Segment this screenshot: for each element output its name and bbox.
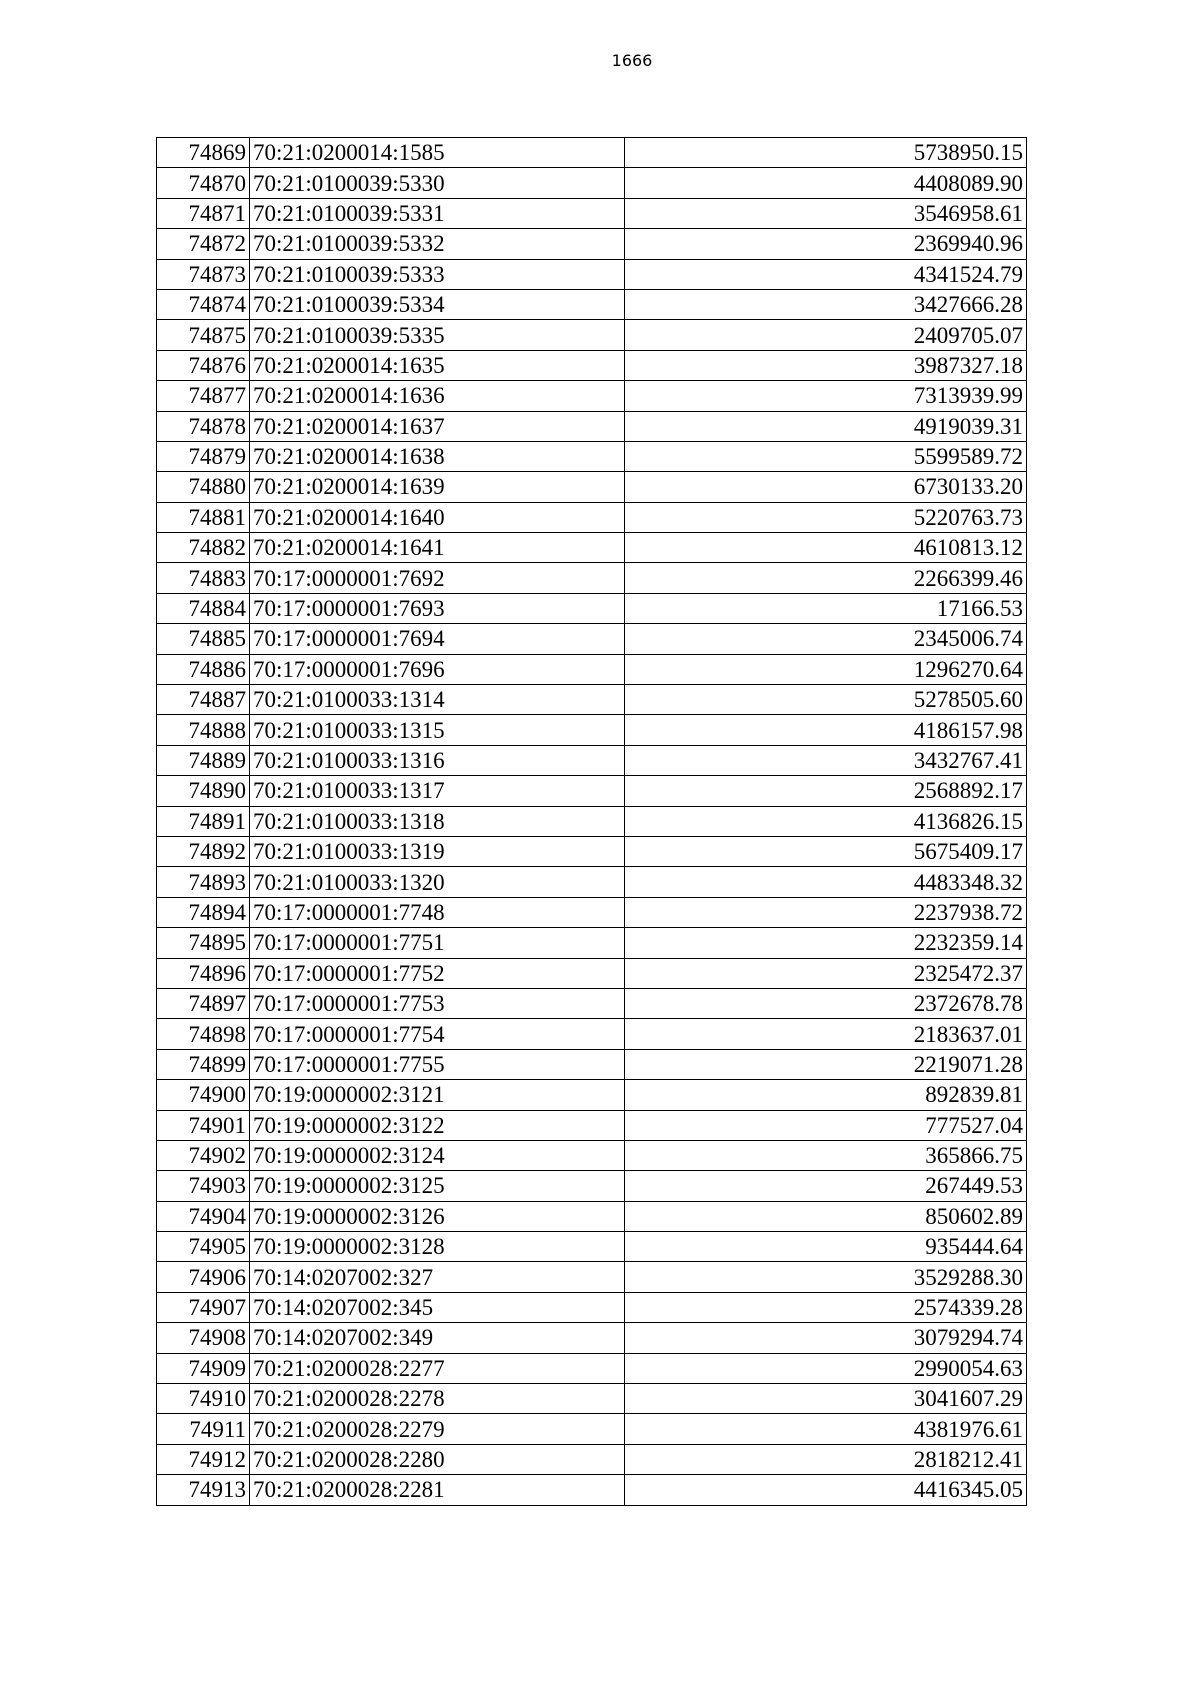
cadastral-number-cell: 70:21:0100033:1315 [250, 715, 625, 745]
table-row [157, 1384, 1027, 1414]
row-number-cell: 74870 [157, 168, 250, 198]
table-row [157, 715, 1027, 745]
cadastral-number-cell: 70:17:0000001:7754 [250, 1019, 625, 1049]
value-cell: 5278505.60 [625, 685, 1027, 715]
value-cell: 3529288.30 [625, 1262, 1027, 1292]
cadastral-number-cell: 70:17:0000001:7694 [250, 624, 625, 654]
table-row [157, 1080, 1027, 1110]
table-row [157, 1444, 1027, 1474]
cadastral-number-cell: 70:19:0000002:3128 [250, 1232, 625, 1262]
row-number-cell: 74880 [157, 472, 250, 502]
row-number-cell: 74909 [157, 1353, 250, 1383]
page-number: 1666 [611, 51, 653, 70]
table-row [157, 593, 1027, 623]
row-number-cell: 74872 [157, 229, 250, 259]
table-row [157, 1171, 1027, 1201]
cadastral-number-cell: 70:21:0100033:1319 [250, 836, 625, 866]
cadastral-number-cell: 70:21:0100033:1317 [250, 776, 625, 806]
row-number-cell: 74886 [157, 654, 250, 684]
row-number-cell: 74875 [157, 320, 250, 350]
cadastral-number-cell: 70:21:0100039:5331 [250, 198, 625, 228]
value-cell: 850602.89 [625, 1201, 1027, 1231]
table-row [157, 138, 1027, 168]
cadastral-number-cell: 70:19:0000002:3124 [250, 1140, 625, 1170]
table-row [157, 1262, 1027, 1292]
value-cell: 4186157.98 [625, 715, 1027, 745]
row-number-cell: 74882 [157, 533, 250, 563]
table-row [157, 1292, 1027, 1322]
table-row [157, 350, 1027, 380]
row-number-cell: 74871 [157, 198, 250, 228]
row-number-cell: 74892 [157, 836, 250, 866]
value-cell: 3987327.18 [625, 350, 1027, 380]
table-row [157, 320, 1027, 350]
cadastral-number-cell: 70:21:0200014:1640 [250, 502, 625, 532]
cadastral-number-cell: 70:17:0000001:7753 [250, 988, 625, 1018]
value-cell: 6730133.20 [625, 472, 1027, 502]
table-row [157, 1140, 1027, 1170]
table-row [157, 745, 1027, 775]
value-cell: 2345006.74 [625, 624, 1027, 654]
cadastral-number-cell: 70:19:0000002:3125 [250, 1171, 625, 1201]
cadastral-number-cell: 70:21:0100039:5330 [250, 168, 625, 198]
table-row [157, 411, 1027, 441]
table-row [157, 441, 1027, 471]
row-number-cell: 74873 [157, 259, 250, 289]
table-row [157, 928, 1027, 958]
value-cell: 5599589.72 [625, 441, 1027, 471]
value-cell: 2568892.17 [625, 776, 1027, 806]
table-row [157, 1475, 1027, 1505]
table-row [157, 776, 1027, 806]
table-row [157, 1353, 1027, 1383]
table-row [157, 1414, 1027, 1444]
cadastral-number-cell: 70:21:0200028:2280 [250, 1444, 625, 1474]
table-row [157, 168, 1027, 198]
value-cell: 2372678.78 [625, 988, 1027, 1018]
value-cell: 4919039.31 [625, 411, 1027, 441]
cadastral-number-cell: 70:21:0100039:5332 [250, 229, 625, 259]
cadastral-number-cell: 70:21:0200014:1636 [250, 381, 625, 411]
table-row [157, 867, 1027, 897]
value-cell: 4416345.05 [625, 1475, 1027, 1505]
table-row [157, 897, 1027, 927]
table-row [157, 381, 1027, 411]
value-cell: 2990054.63 [625, 1353, 1027, 1383]
row-number-cell: 74874 [157, 289, 250, 319]
table-row [157, 988, 1027, 1018]
value-cell: 2574339.28 [625, 1292, 1027, 1322]
row-number-cell: 74898 [157, 1019, 250, 1049]
value-cell: 2818212.41 [625, 1444, 1027, 1474]
row-number-cell: 74900 [157, 1080, 250, 1110]
table-row [157, 836, 1027, 866]
row-number-cell: 74904 [157, 1201, 250, 1231]
cadastral-number-cell: 70:17:0000001:7751 [250, 928, 625, 958]
row-number-cell: 74885 [157, 624, 250, 654]
table-row [157, 289, 1027, 319]
value-cell: 2183637.01 [625, 1019, 1027, 1049]
cadastral-number-cell: 70:19:0000002:3121 [250, 1080, 625, 1110]
value-cell: 2219071.28 [625, 1049, 1027, 1079]
row-number-cell: 74893 [157, 867, 250, 897]
value-cell: 892839.81 [625, 1080, 1027, 1110]
row-number-cell: 74876 [157, 350, 250, 380]
table-row [157, 1110, 1027, 1140]
row-number-cell: 74889 [157, 745, 250, 775]
row-number-cell: 74890 [157, 776, 250, 806]
cadastral-number-cell: 70:21:0100039:5334 [250, 289, 625, 319]
row-number-cell: 74883 [157, 563, 250, 593]
cadastral-number-cell: 70:21:0200028:2277 [250, 1353, 625, 1383]
row-number-cell: 74910 [157, 1384, 250, 1414]
table-row [157, 958, 1027, 988]
table-row [157, 563, 1027, 593]
row-number-cell: 74896 [157, 958, 250, 988]
value-cell: 267449.53 [625, 1171, 1027, 1201]
cadastral-number-cell: 70:21:0200014:1638 [250, 441, 625, 471]
row-number-cell: 74899 [157, 1049, 250, 1079]
row-number-cell: 74891 [157, 806, 250, 836]
cadastral-number-cell: 70:14:0207002:327 [250, 1262, 625, 1292]
value-cell: 4610813.12 [625, 533, 1027, 563]
value-cell: 935444.64 [625, 1232, 1027, 1262]
cadastral-number-cell: 70:14:0207002:345 [250, 1292, 625, 1322]
cadastral-number-cell: 70:17:0000001:7755 [250, 1049, 625, 1079]
table-row [157, 259, 1027, 289]
table-row [157, 654, 1027, 684]
value-cell: 3432767.41 [625, 745, 1027, 775]
cadastral-number-cell: 70:21:0200028:2281 [250, 1475, 625, 1505]
row-number-cell: 74881 [157, 502, 250, 532]
value-cell: 2232359.14 [625, 928, 1027, 958]
table-row [157, 472, 1027, 502]
table-row [157, 1232, 1027, 1262]
value-cell: 17166.53 [625, 593, 1027, 623]
table-body [157, 138, 1027, 1506]
cadastral-number-cell: 70:19:0000002:3126 [250, 1201, 625, 1231]
cadastral-number-cell: 70:17:0000001:7693 [250, 593, 625, 623]
table-row [157, 198, 1027, 228]
table-row [157, 806, 1027, 836]
cadastral-number-cell: 70:17:0000001:7748 [250, 897, 625, 927]
table-row [157, 1201, 1027, 1231]
value-cell: 3546958.61 [625, 198, 1027, 228]
row-number-cell: 74905 [157, 1232, 250, 1262]
value-cell: 1296270.64 [625, 654, 1027, 684]
cadastral-number-cell: 70:21:0200014:1637 [250, 411, 625, 441]
cadastral-number-cell: 70:19:0000002:3122 [250, 1110, 625, 1140]
row-number-cell: 74906 [157, 1262, 250, 1292]
value-cell: 3041607.29 [625, 1384, 1027, 1414]
row-number-cell: 74895 [157, 928, 250, 958]
value-cell: 7313939.99 [625, 381, 1027, 411]
value-cell: 4136826.15 [625, 806, 1027, 836]
cadastral-number-cell: 70:17:0000001:7696 [250, 654, 625, 684]
cadastral-number-cell: 70:21:0200014:1585 [250, 138, 625, 168]
data-table [156, 137, 1027, 1506]
row-number-cell: 74894 [157, 897, 250, 927]
cadastral-number-cell: 70:21:0200014:1641 [250, 533, 625, 563]
cadastral-number-cell: 70:17:0000001:7692 [250, 563, 625, 593]
cadastral-number-cell: 70:17:0000001:7752 [250, 958, 625, 988]
value-cell: 4341524.79 [625, 259, 1027, 289]
value-cell: 5220763.73 [625, 502, 1027, 532]
cadastral-number-cell: 70:14:0207002:349 [250, 1323, 625, 1353]
value-cell: 3427666.28 [625, 289, 1027, 319]
cadastral-number-cell: 70:21:0200014:1639 [250, 472, 625, 502]
table-row [157, 1019, 1027, 1049]
row-number-cell: 74878 [157, 411, 250, 441]
value-cell: 2409705.07 [625, 320, 1027, 350]
row-number-cell: 74903 [157, 1171, 250, 1201]
value-cell: 2266399.46 [625, 563, 1027, 593]
cadastral-number-cell: 70:21:0200028:2278 [250, 1384, 625, 1414]
cadastral-number-cell: 70:21:0100033:1314 [250, 685, 625, 715]
row-number-cell: 74902 [157, 1140, 250, 1170]
table-row [157, 1323, 1027, 1353]
cadastral-number-cell: 70:21:0100033:1318 [250, 806, 625, 836]
table-row [157, 624, 1027, 654]
table-row [157, 229, 1027, 259]
value-cell: 4381976.61 [625, 1414, 1027, 1444]
value-cell: 2325472.37 [625, 958, 1027, 988]
cadastral-number-cell: 70:21:0200014:1635 [250, 350, 625, 380]
row-number-cell: 74907 [157, 1292, 250, 1322]
row-number-cell: 74908 [157, 1323, 250, 1353]
cadastral-number-cell: 70:21:0100039:5333 [250, 259, 625, 289]
row-number-cell: 74888 [157, 715, 250, 745]
cadastral-number-cell: 70:21:0100033:1316 [250, 745, 625, 775]
row-number-cell: 74879 [157, 441, 250, 471]
row-number-cell: 74912 [157, 1444, 250, 1474]
cadastral-number-cell: 70:21:0100039:5335 [250, 320, 625, 350]
value-cell: 5675409.17 [625, 836, 1027, 866]
row-number-cell: 74901 [157, 1110, 250, 1140]
row-number-cell: 74911 [157, 1414, 250, 1444]
row-number-cell: 74884 [157, 593, 250, 623]
cadastral-number-cell: 70:21:0100033:1320 [250, 867, 625, 897]
table-row [157, 685, 1027, 715]
value-cell: 2369940.96 [625, 229, 1027, 259]
table-row [157, 502, 1027, 532]
row-number-cell: 74869 [157, 138, 250, 168]
value-cell: 4408089.90 [625, 168, 1027, 198]
table-row [157, 1049, 1027, 1079]
row-number-cell: 74913 [157, 1475, 250, 1505]
value-cell: 2237938.72 [625, 897, 1027, 927]
value-cell: 5738950.15 [625, 138, 1027, 168]
table-row [157, 533, 1027, 563]
value-cell: 4483348.32 [625, 867, 1027, 897]
value-cell: 777527.04 [625, 1110, 1027, 1140]
row-number-cell: 74877 [157, 381, 250, 411]
row-number-cell: 74897 [157, 988, 250, 1018]
value-cell: 3079294.74 [625, 1323, 1027, 1353]
value-cell: 365866.75 [625, 1140, 1027, 1170]
row-number-cell: 74887 [157, 685, 250, 715]
cadastral-number-cell: 70:21:0200028:2279 [250, 1414, 625, 1444]
